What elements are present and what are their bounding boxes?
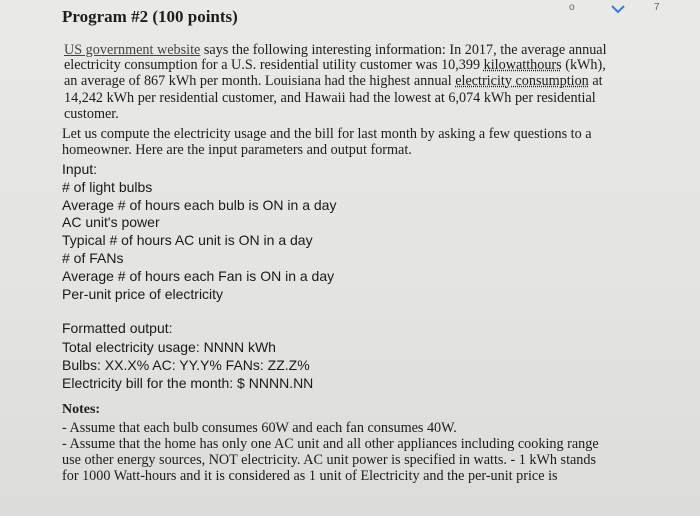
note-line: for 1000 Watt-hours and it is considered as 1 unit of Electricity and the per-unit price is — [62, 468, 558, 484]
input-item: Average # of hours each bulb is ON in a day — [62, 197, 337, 213]
paragraph-text: electricity consumption for a U.S. residential utility customer was 10,399 — [64, 57, 484, 73]
output-item: Electricity bill for the month: $ NNNN.NN — [62, 375, 314, 391]
paragraph-text: (kWh), — [561, 57, 606, 73]
input-item: # of FANs — [62, 250, 124, 266]
input-label: Input: — [62, 161, 98, 177]
input-item: Average # of hours each Fan is ON in a day — [62, 268, 335, 284]
paragraph-1-line-1 — [64, 43, 607, 58]
government-website-link[interactable]: US government website — [64, 42, 201, 58]
page-mark: o — [569, 2, 575, 13]
output-item: Bulbs: XX.X% AC: YY.Y% FANs: ZZ.Z% — [62, 357, 310, 373]
electricity-consumption-term: electricity consumption — [455, 73, 589, 89]
input-item: Typical # of hours AC unit is ON in a day — [62, 232, 313, 248]
page-title: Program #2 (100 points) — [62, 7, 238, 26]
paragraph-2-line-2: homeowner. Here are the input parameters and output format. — [62, 142, 412, 158]
page-number: 7 — [654, 2, 660, 13]
notes-title: Notes: — [62, 402, 101, 417]
paragraph-1-line-3 — [64, 74, 603, 89]
input-item: AC unit's power — [62, 214, 160, 230]
paragraph-text: says the following interesting information: In 2017, the average annual — [200, 42, 607, 58]
paragraph-1-line-2 — [64, 58, 606, 73]
paragraph-2-line-1: Let us compute the electricity usage and the bill for last month by asking a few questions to a — [62, 126, 592, 142]
note-line: use other energy sources, NOT electricity. AC unit power is specified in watts. - 1 kWh stands — [62, 452, 597, 468]
output-label: Formatted output: — [62, 320, 173, 336]
paragraph-1-line-5: customer. — [64, 106, 119, 122]
paragraph-1-line-4: 14,242 kWh per residential customer, and Hawaii had the lowest at 6,074 kWh per residential — [64, 90, 596, 106]
chevron-down-icon — [610, 4, 626, 14]
paragraph-text: at — [588, 73, 603, 89]
kilowatthours-term: kilowatthours — [483, 57, 562, 73]
output-item: Total electricity usage: NNNN kWh — [62, 339, 276, 355]
note-line: - Assume that each bulb consumes 60W and each fan consumes 40W. — [62, 420, 457, 436]
paragraph-text: an average of 867 kWh per month. Louisiana had the highest annual — [64, 73, 456, 89]
input-item: Per-unit price of electricity — [62, 286, 224, 302]
note-line: - Assume that the home has only one AC unit and all other appliances including cooking range — [62, 436, 599, 452]
input-item: # of light bulbs — [62, 179, 153, 195]
